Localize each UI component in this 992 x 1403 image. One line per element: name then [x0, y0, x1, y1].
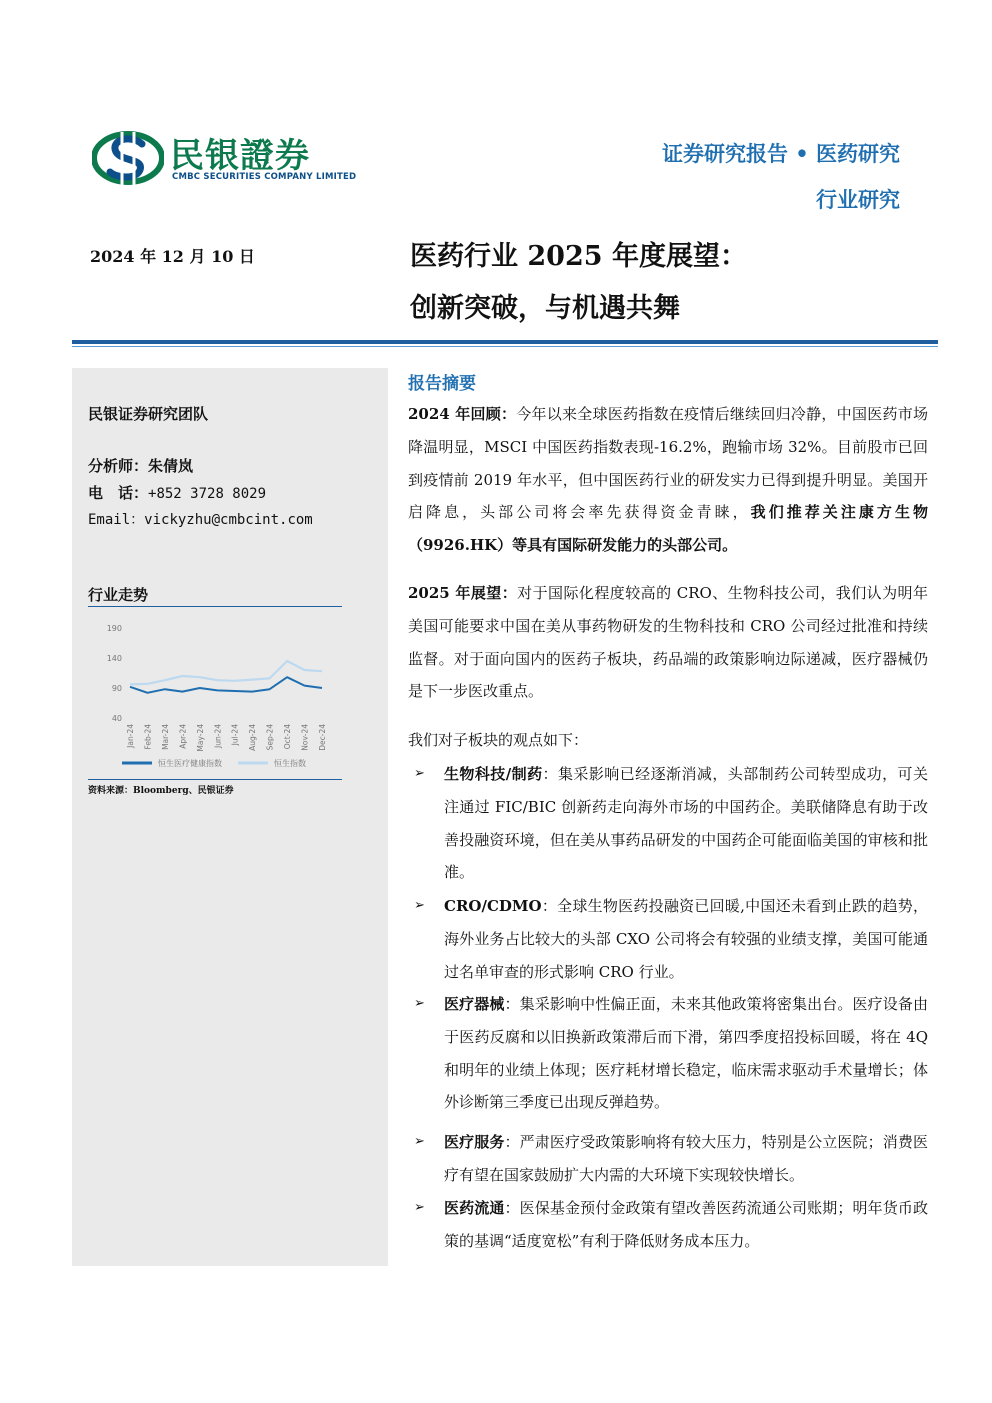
source-rule	[88, 779, 342, 780]
report-date: 2024 年 12 月 10 日	[90, 247, 255, 266]
bullet-item	[414, 1192, 928, 1258]
y-tick-label: 90	[111, 684, 122, 693]
analyst-label: 分析师：	[88, 457, 149, 475]
x-tick-label: Jun-24	[213, 724, 223, 748]
research-team: 民银证券研究团队	[88, 405, 209, 423]
review-label: 2024 年回顾：	[408, 405, 517, 423]
analyst-line	[88, 455, 193, 476]
header-divider	[72, 340, 938, 344]
y-tick-label: 140	[106, 654, 122, 663]
views-intro: 我们对子板块的观点如下：	[408, 731, 589, 749]
x-tick-label: Aug-24	[248, 724, 258, 751]
x-tick-label: May-24	[195, 724, 205, 752]
chart-source: 资料来源：Bloomberg、民银证券	[88, 786, 234, 796]
company-name-en: CMBC SECURITIES COMPANY LIMITED	[172, 172, 357, 182]
x-tick-label: Dec-24	[318, 724, 327, 751]
bullet-label: 医疗器械	[444, 995, 505, 1013]
report-title-line2: 创新突破，与机遇共舞	[410, 293, 680, 324]
industry-trend-chart	[88, 612, 342, 782]
email-line	[88, 509, 313, 529]
review-paragraph	[408, 398, 928, 562]
header-divider-thin	[72, 346, 938, 347]
y-tick-label: 190	[106, 624, 122, 633]
phone-number: +852 3728 8029	[148, 486, 267, 502]
bullet-item	[414, 758, 928, 889]
bullet-sep: ：	[504, 1199, 520, 1217]
bullet-label: CRO/CDMO	[444, 897, 542, 915]
outlook-text: 对于国际化程度较高的 CRO、生物科技公司，我们认为明年美国可能要求中国在美从事药物研发的生物科技和 CRO 公司经过批准和持续监督。对于面向国内的医药子板块，药品端的政策影响边际递减，医疗器械仍是下一步医改重点。	[408, 584, 928, 701]
arrow-bullet-icon: ➢	[414, 766, 425, 781]
bullet-sep: ：	[504, 995, 520, 1013]
x-tick-label: Nov-24	[300, 724, 310, 751]
arrow-bullet-icon: ➢	[414, 1200, 425, 1215]
review-text: 今年以来全球医药指数在疫情后继续回归冷静，中国医药市场降温明显，MSCI 中国医药指数表现-16.2%，跑输市场 32%。目前股市已回到疫情前 2019 年水平，但中国医药行业的研发实力已得到提升明显。美国开启降息，头部公司将会率先获得资金青睐，	[408, 405, 928, 522]
arrow-bullet-icon: ➢	[414, 898, 425, 913]
x-tick-label: Apr-24	[178, 724, 188, 749]
review-recommendation: 我们推荐关注康方生物（9926.HK）等具有国际研发能力的头部公司。	[408, 503, 928, 555]
report-type: 证券研究报告 • 医药研究	[661, 141, 900, 166]
bullet-item	[414, 1126, 928, 1192]
x-tick-label: Oct-24	[283, 724, 293, 750]
company-name-cn: 民银證券	[170, 136, 310, 176]
company-logo	[92, 128, 357, 190]
x-tick-label: Mar-24	[160, 724, 170, 750]
bullet-sep: ：	[504, 1133, 520, 1151]
bullet-item	[414, 988, 928, 1119]
x-tick-label: Jan-24	[126, 724, 135, 748]
bullet-sep: ：	[541, 897, 558, 915]
cmbc-logo-icon	[92, 128, 164, 190]
bullet-label: 生物科技/制药	[444, 765, 543, 783]
analyst-name: 朱倩岚	[148, 457, 194, 475]
bullet-text: 集采影响中性偏正面，未来其他政策将密集出台。医疗设备由于医药反腐和以旧换新政策滞后而下滑，第四季度招投标回暖，将在 4Q 和明年的业绩上体现；医疗耗材增长稳定，临床需求驱动手术量增长；体外诊断第三季度已出现反弹趋势。	[444, 995, 928, 1112]
bullet-text: 医保基金预付金政策有望改善医药流通公司账期；明年货币政策的基调“适度宽松”有利于降低财务成本压力。	[444, 1199, 928, 1250]
phone-line	[88, 482, 266, 503]
x-tick-label: Feb-24	[143, 724, 153, 750]
bullet-text: 严肃医疗受政策影响将有较大压力，特别是公立医院；消费医疗有望在国家鼓励扩大内需的大环境下实现较快增长。	[444, 1133, 928, 1184]
outlook-label: 2025 年展望：	[408, 584, 518, 602]
x-tick-label: Sep-24	[265, 724, 275, 751]
email-label: Email：	[88, 512, 145, 528]
phone-label: 电 话：	[88, 484, 149, 502]
bullet-text: 集采影响已经逐渐消减，头部制药公司转型成功，可关注通过 FIC/BIC 创新药走向海外市场的中国药企。美联储降息有助于改善投融资环境，但在美从事药品研发的中国药企可能面临美国的审核和批准。	[444, 765, 928, 882]
trend-title: 行业走势	[88, 586, 149, 604]
legend-label: 恒生医疗健康指数	[158, 759, 222, 768]
summary-section-title: 报告摘要	[408, 374, 476, 394]
bullet-label: 医疗服务	[444, 1133, 505, 1151]
trend-title-rule	[88, 606, 342, 607]
bullet-item	[414, 890, 928, 988]
email-address[interactable]: vickyzhu@cmbcint.com	[144, 512, 313, 528]
outlook-paragraph	[408, 577, 928, 708]
x-tick-label: Jul-24	[230, 724, 240, 746]
legend-label: 恒生指数	[274, 759, 306, 768]
report-category: 行业研究	[816, 187, 900, 212]
arrow-bullet-icon: ➢	[414, 996, 425, 1011]
report-title-line1: 医药行业 2025 年度展望：	[410, 241, 747, 272]
arrow-bullet-icon: ➢	[414, 1134, 425, 1149]
bullet-label: 医药流通	[444, 1199, 505, 1217]
y-tick-label: 40	[111, 714, 122, 723]
bullet-text: 全球生物医药投融资已回暖,中国还未看到止跌的趋势，海外业务占比较大的头部 CXO 公司将会有较强的业绩支撑，美国可能通过名单审查的形式影响 CRO 行业。	[444, 897, 928, 981]
bullet-sep: ：	[542, 765, 558, 783]
